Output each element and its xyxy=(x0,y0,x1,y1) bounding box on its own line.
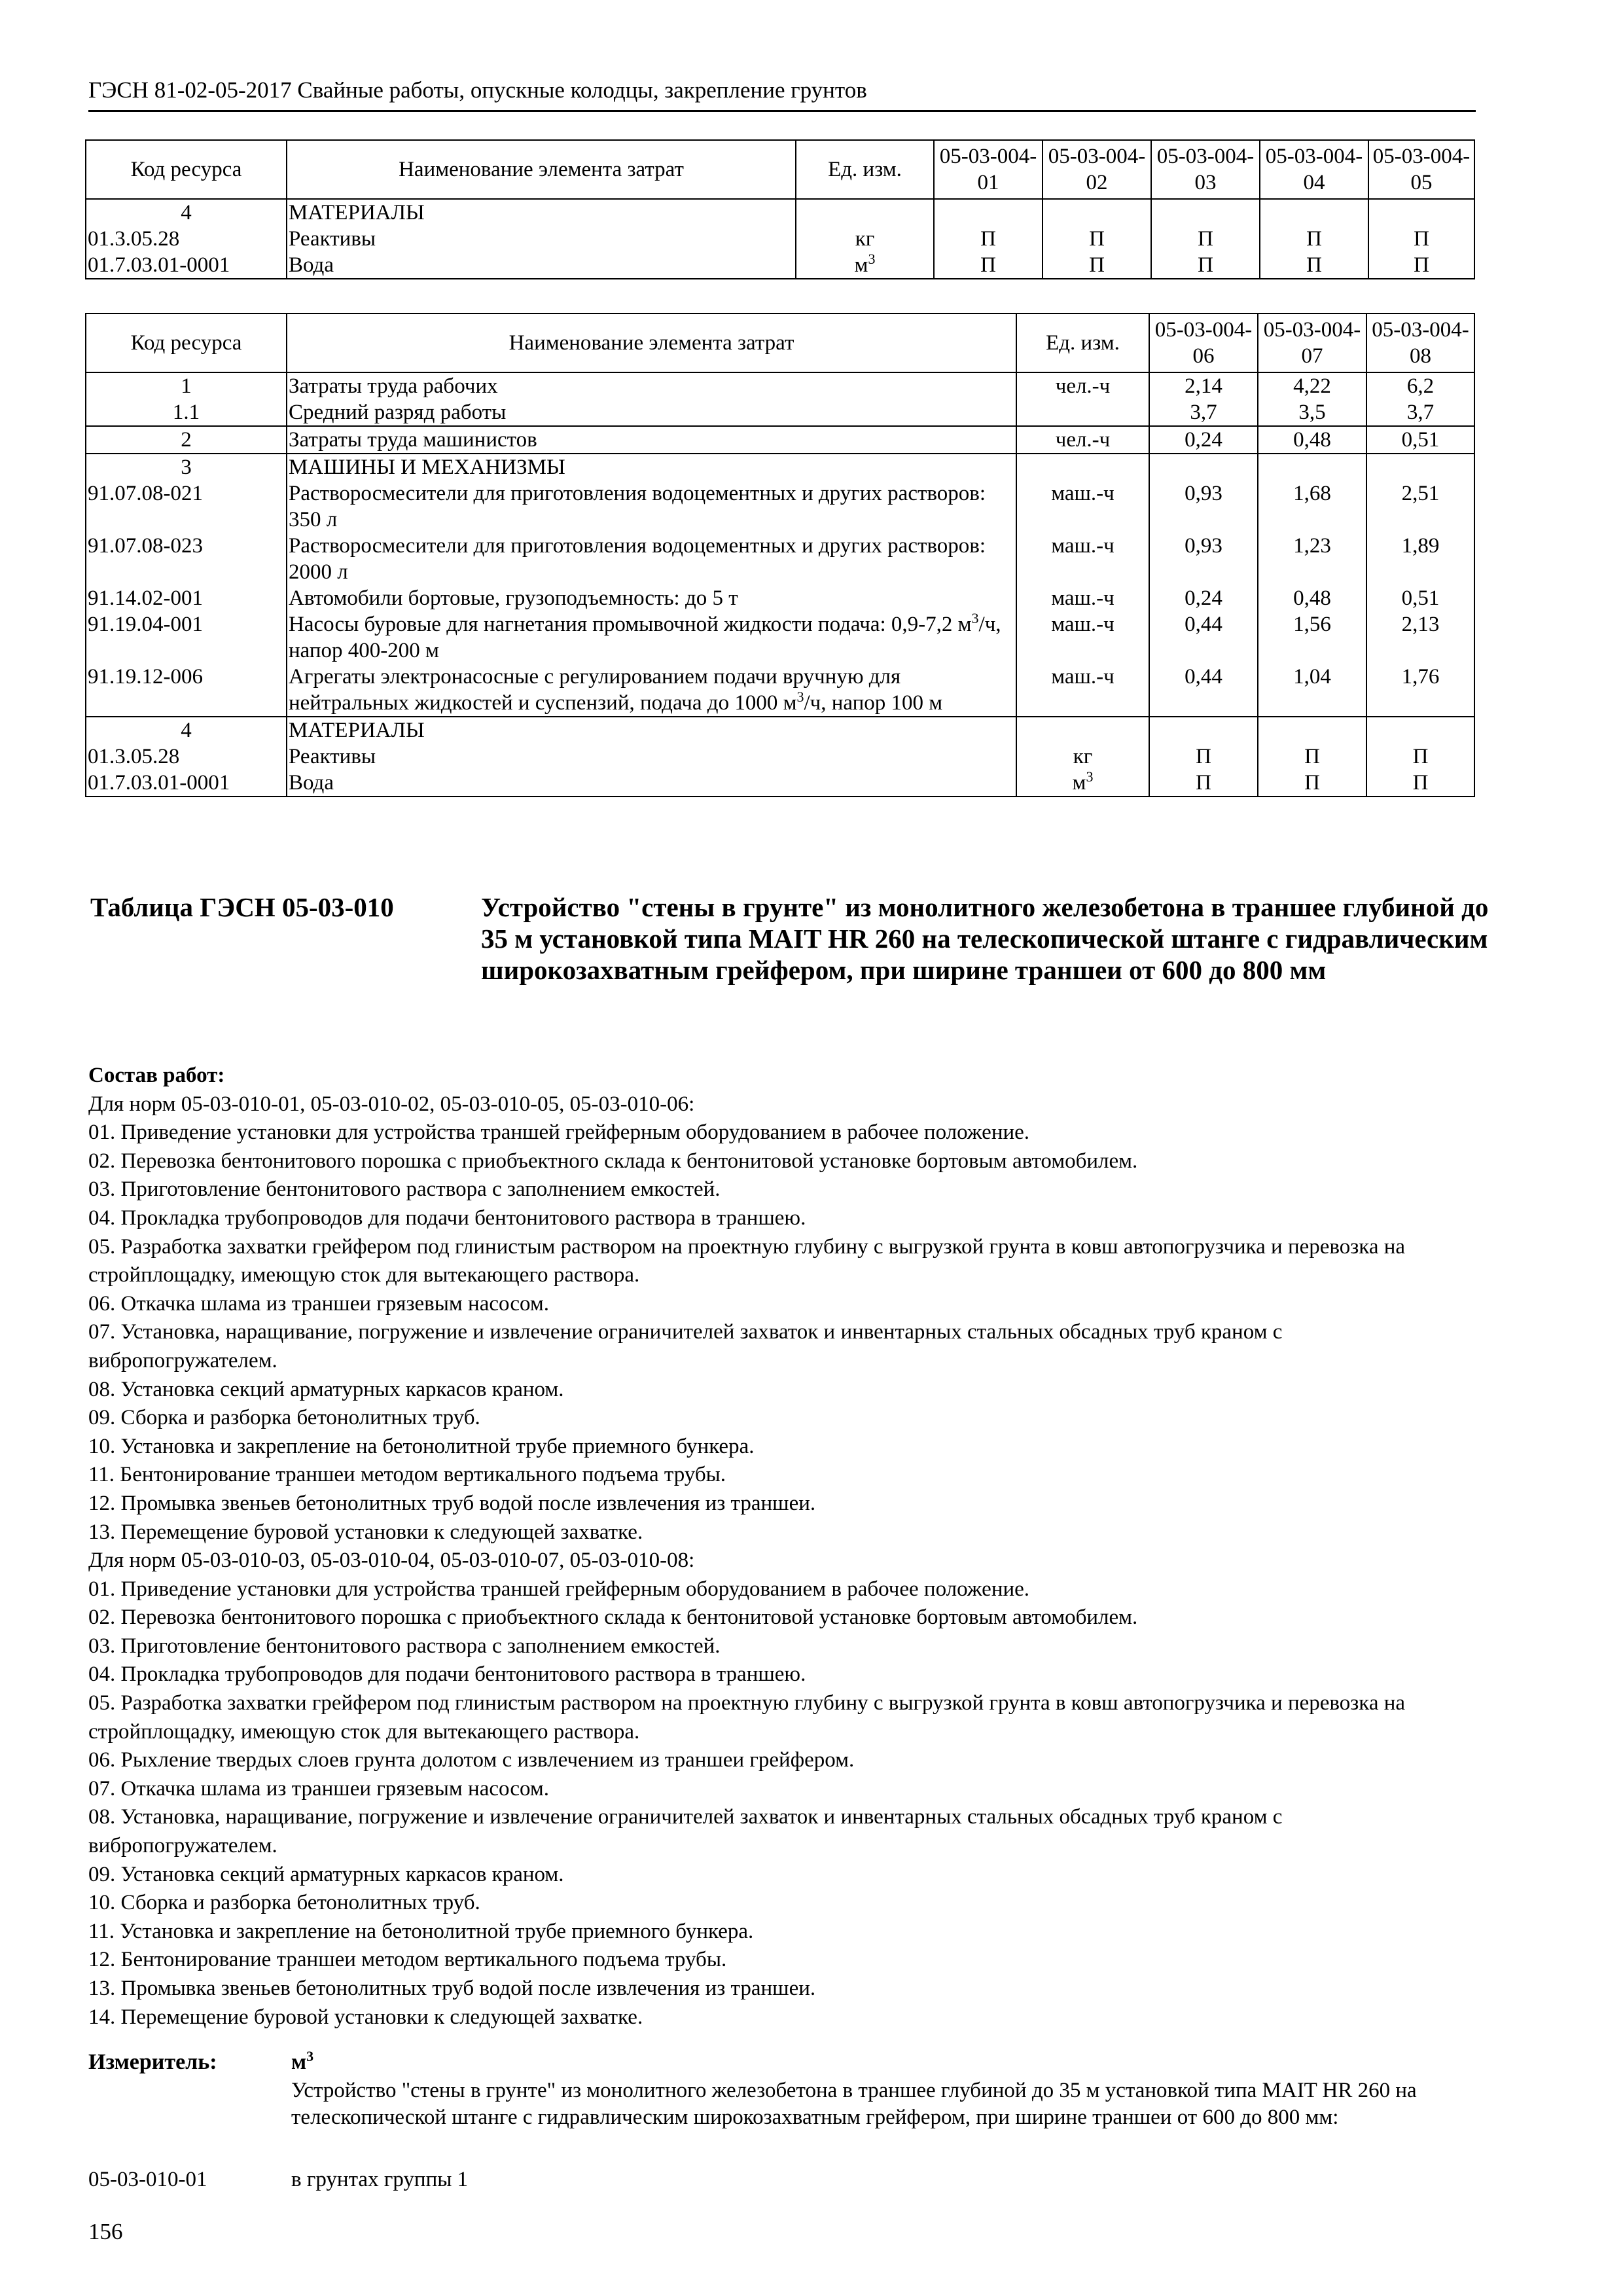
col-header-unit: Ед. изм. xyxy=(1016,314,1149,372)
cell-value: 0,48 xyxy=(1258,426,1366,454)
resource-unit: чел.-ч xyxy=(1016,372,1149,399)
page-number: 156 xyxy=(88,2219,123,2244)
col-header-code: Код ресурса xyxy=(86,314,287,372)
table-row xyxy=(86,533,1474,585)
cell-value: 2,14 xyxy=(1149,372,1258,399)
resource-unit: маш.-ч xyxy=(1016,533,1149,585)
work-item: 10. Сборка и разборка бетонолитных труб. xyxy=(88,1891,480,1915)
work-item: 03. Приготовление бентонитового раствора с заполнением емкостей. xyxy=(88,1177,721,1202)
table-heading: Устройство "стены в грунте" из монолитного железобетона в траншее глубиной до 35 м установкой типа MAIT HR 260 на телескопической штанге с гидравлическим широкозахватным грейфером, при ширине траншеи от 600 до 800 мм xyxy=(481,892,1489,985)
works-title: Состав работ: xyxy=(88,1064,225,1087)
work-item: 05. Разработка захватки грейфером под глинистым раствором на проектную глубину с выгрузкой грунта в ковш автопогрузчика и перевозка на стройплощадку, имеющую сток для вытекающего раствора. xyxy=(88,1691,1406,1744)
table-row xyxy=(86,744,1474,770)
resource-name: Затраты труда рабочих xyxy=(287,372,1016,399)
work-item: 01. Приведение установки для устройства траншей грейферным оборудованием в рабочее положение. xyxy=(88,1577,1030,1601)
resource-name: МАТЕРИАЛЫ xyxy=(287,717,1016,744)
work-item: 07. Установка, наращивание, погружение и извлечение ограничителей захваток и инвентарных стальных обсадных труб краном с вибропогружателем. xyxy=(88,1320,1283,1372)
resource-name: Вода xyxy=(287,252,796,279)
resource-code: 91.07.08-023 xyxy=(86,533,287,585)
works-section xyxy=(88,1062,1476,2032)
col-header-norm: 05-03-004-08 xyxy=(1366,314,1474,372)
table-row xyxy=(86,372,1474,399)
cell-value: 1,89 xyxy=(1366,533,1474,585)
col-header-name: Наименование элемента затрат xyxy=(287,140,796,199)
resource-unit: $м^3$ xyxy=(796,252,934,279)
measure-unit: $м^3$ xyxy=(291,2048,314,2074)
work-item: 04. Прокладка трубопроводов для подачи бентонитового раствора в траншею. xyxy=(88,1206,806,1230)
work-item: 14. Перемещение буровой установки к следующей захватке. xyxy=(88,2005,643,2029)
work-item: 03. Приготовление бентонитового раствора с заполнением емкостей. xyxy=(88,1634,721,1658)
work-item: 12. Бентонирование траншеи методом вертикального подъема трубы. xyxy=(88,1948,727,1972)
cell-value: 1,76 xyxy=(1366,664,1474,717)
table-row xyxy=(86,454,1474,480)
table-row xyxy=(86,585,1474,611)
col-header-norm: 05-03-004-01 xyxy=(934,140,1043,199)
resource-name: Растворосмесители для приготовления водоцементных и других растворов: 350 л xyxy=(287,480,1016,533)
cell-value: П xyxy=(1368,252,1474,279)
resource-unit xyxy=(796,199,934,226)
cell-value: П xyxy=(1151,226,1260,252)
work-item: 10. Установка и закрепление на бетонолитной трубе приемного бункера. xyxy=(88,1434,755,1458)
resource-unit: чел.-ч xyxy=(1016,426,1149,454)
cell-value: 2,51 xyxy=(1366,480,1474,533)
work-item: 13. Промывка звеньев бетонолитных труб водой после извлечения из траншеи. xyxy=(88,1977,816,2000)
resource-table-2 xyxy=(85,313,1475,797)
cell-value: 0,44 xyxy=(1149,611,1258,664)
cell-value: 1,68 xyxy=(1258,480,1366,533)
cell-value: П xyxy=(1258,744,1366,770)
work-item: 08. Установка секций арматурных каркасов краном. xyxy=(88,1377,564,1401)
col-header-norm: 05-03-004-04 xyxy=(1260,140,1368,199)
table-title: Таблица ГЭСН 05-03-010 xyxy=(90,892,394,922)
work-item: 06. Рыхление твердых слоев грунта долотом с извлечением из траншеи грейфером. xyxy=(88,1748,855,1772)
work-item: 07. Откачка шлама из траншеи грязевым насосом. xyxy=(88,1776,549,1801)
table-header-row xyxy=(86,314,1474,372)
work-item: 13. Перемещение буровой установки к следующей захватке. xyxy=(88,1520,643,1544)
work-item: 02. Перевозка бентонитового порошка с приобъектного склада к бентонитовой установке бортовым автомобилем. xyxy=(88,1149,1138,1173)
col-header-norm: 05-03-004-02 xyxy=(1043,140,1151,199)
resource-name: Растворосмесители для приготовления водоцементных и других растворов: 2000 л xyxy=(287,533,1016,585)
work-item: 12. Промывка звеньев бетонолитных труб водой после извлечения из траншеи. xyxy=(88,1491,816,1515)
resource-code: 01.7.03.01-0001 xyxy=(86,252,287,279)
cell-value: 0,48 xyxy=(1258,585,1366,611)
cell-value: 4,22 xyxy=(1258,372,1366,399)
resource-code: 1.1 xyxy=(86,399,287,426)
cell-value: 6,2 xyxy=(1366,372,1474,399)
col-header-norm: 05-03-004-06 xyxy=(1149,314,1258,372)
resource-name: Вода xyxy=(287,770,1016,797)
work-item: 11. Установка и закрепление на бетонолитной трубе приемного бункера. xyxy=(88,1919,754,1943)
work-item: 04. Прокладка трубопроводов для подачи бентонитового раствора в траншею. xyxy=(88,1662,806,1687)
resource-name: Реактивы xyxy=(287,744,1016,770)
table-row xyxy=(86,664,1474,717)
resource-unit xyxy=(1016,399,1149,426)
resource-code: 01.3.05.28 xyxy=(86,226,287,252)
work-item: 11. Бентонирование траншеи методом вертикального подъема трубы. xyxy=(88,1463,726,1487)
resource-unit: кг xyxy=(796,226,934,252)
work-item: 09. Установка секций арматурных каркасов краном. xyxy=(88,1862,564,1886)
norm-subitem: в грунтах группы 1 xyxy=(291,2168,469,2191)
work-item: Для норм 05-03-010-01, 05-03-010-02, 05-03-010-05, 05-03-010-06: xyxy=(88,1092,695,1116)
cell-value: П xyxy=(1149,744,1258,770)
resource-unit: маш.-ч xyxy=(1016,664,1149,717)
work-item: 06. Откачка шлама из траншеи грязевым насосом. xyxy=(88,1291,549,1316)
resource-name: Средний разряд работы xyxy=(287,399,1016,426)
resource-code: 1 xyxy=(86,372,287,399)
cell-value: 3,7 xyxy=(1149,399,1258,426)
resource-name: Реактивы xyxy=(287,226,796,252)
work-item: Для норм 05-03-010-03, 05-03-010-04, 05-03-010-07, 05-03-010-08: xyxy=(88,1549,695,1573)
table-row xyxy=(86,717,1474,744)
cell-value: П xyxy=(1043,252,1151,279)
work-item: 08. Установка, наращивание, погружение и извлечение ограничителей захваток и инвентарных стальных обсадных труб краном с вибропогружателем. xyxy=(88,1805,1283,1858)
resource-table-1 xyxy=(85,139,1475,279)
cell-value: 0,51 xyxy=(1366,426,1474,454)
resource-code: 91.19.04-001 xyxy=(86,611,287,664)
col-header-unit: Ед. изм. xyxy=(796,140,934,199)
resource-code: 3 xyxy=(86,454,287,480)
resource-code: 91.07.08-021 xyxy=(86,480,287,533)
cell-value: П xyxy=(1260,226,1368,252)
cell-value: 3,7 xyxy=(1366,399,1474,426)
cell-value: 0,24 xyxy=(1149,426,1258,454)
resource-name: Автомобили бортовые, грузоподъемность: до 5 т xyxy=(287,585,1016,611)
measure-description: Устройство "стены в грунте" из монолитного железобетона в траншее глубиной до 35 м установкой типа MAIT HR 260 на телескопической штанге с гидравлическим широкозахватным грейфером, при ширине траншеи от 600 до 800 мм: xyxy=(291,2079,1417,2129)
cell-value: 0,51 xyxy=(1366,585,1474,611)
resource-code: 4 xyxy=(86,199,287,226)
table-row xyxy=(86,770,1474,797)
cell-value: 2,13 xyxy=(1366,611,1474,664)
work-item: 05. Разработка захватки грейфером под глинистым раствором на проектную глубину с выгрузкой грунта в ковш автопогрузчика и перевозка на стройплощадку, имеющую сток для вытекающего раствора. xyxy=(88,1234,1406,1287)
table-row xyxy=(86,252,1474,279)
cell-value: П xyxy=(1366,744,1474,770)
resource-code: 2 xyxy=(86,426,287,454)
resource-code: 91.19.12-006 xyxy=(86,664,287,717)
resource-code: 01.3.05.28 xyxy=(86,744,287,770)
cell-value: П xyxy=(934,226,1043,252)
cell-value: П xyxy=(1260,252,1368,279)
table-row xyxy=(86,426,1474,454)
page-header: ГЭСН 81-02-05-2017 Свайные работы, опускные колодцы, закрепление грунтов xyxy=(88,77,1476,112)
cell-value: П xyxy=(1151,252,1260,279)
resource-unit: маш.-ч xyxy=(1016,585,1149,611)
cell-value: 0,93 xyxy=(1149,480,1258,533)
table-row xyxy=(86,399,1474,426)
resource-unit: $м^3$ xyxy=(1016,770,1149,797)
cell-value: П xyxy=(1258,770,1366,797)
cell-value: 1,23 xyxy=(1258,533,1366,585)
cell-value: 0,93 xyxy=(1149,533,1258,585)
cell-value: 0,24 xyxy=(1149,585,1258,611)
col-header-code: Код ресурса xyxy=(86,140,287,199)
resource-name: МАТЕРИАЛЫ xyxy=(287,199,796,226)
resource-code: 91.14.02-001 xyxy=(86,585,287,611)
cell-value: П xyxy=(1043,226,1151,252)
resource-code: 01.7.03.01-0001 xyxy=(86,770,287,797)
resource-code: 4 xyxy=(86,717,287,744)
measure-label: Измеритель: xyxy=(88,2050,217,2074)
table-row xyxy=(86,199,1474,226)
col-header-name: Наименование элемента затрат xyxy=(287,314,1016,372)
table-header-row xyxy=(86,140,1474,199)
cell-value: 1,56 xyxy=(1258,611,1366,664)
resource-unit: маш.-ч xyxy=(1016,480,1149,533)
resource-unit: маш.-ч xyxy=(1016,611,1149,664)
table-row xyxy=(86,480,1474,533)
work-item: 09. Сборка и разборка бетонолитных труб. xyxy=(88,1406,480,1430)
cell-value: П xyxy=(1366,770,1474,797)
cell-value: 1,04 xyxy=(1258,664,1366,717)
col-header-norm: 05-03-004-05 xyxy=(1368,140,1474,199)
cell-value: П xyxy=(934,252,1043,279)
table-row xyxy=(86,611,1474,664)
works-list xyxy=(88,1090,1476,2032)
resource-name: Насосы буровые для нагнетания промывочной жидкости подача: 0,9-7,2 $м^3/ч$, напор 400-200 м xyxy=(287,611,1016,664)
resource-name: Агрегаты электронасосные с регулированием подачи вручную для нейтральных жидкостей и суспензий, подача до 1000 $м^3/ч$, напор 100 м xyxy=(287,664,1016,717)
cell-value: П xyxy=(1149,770,1258,797)
norm-code: 05-03-010-01 xyxy=(88,2168,207,2191)
col-header-norm: 05-03-004-07 xyxy=(1258,314,1366,372)
work-item: 01. Приведение установки для устройства траншей грейферным оборудованием в рабочее положение. xyxy=(88,1121,1030,1145)
resource-name: Затраты труда машинистов xyxy=(287,426,1016,454)
work-item: 02. Перевозка бентонитового порошка с приобъектного склада к бентонитовой установке бортовым автомобилем. xyxy=(88,1605,1138,1630)
resource-unit: кг xyxy=(1016,744,1149,770)
table-row xyxy=(86,226,1474,252)
resource-name: МАШИНЫ И МЕХАНИЗМЫ xyxy=(287,454,1016,480)
cell-value: 0,44 xyxy=(1149,664,1258,717)
col-header-norm: 05-03-004-03 xyxy=(1151,140,1260,199)
cell-value: 3,5 xyxy=(1258,399,1366,426)
cell-value: П xyxy=(1368,226,1474,252)
